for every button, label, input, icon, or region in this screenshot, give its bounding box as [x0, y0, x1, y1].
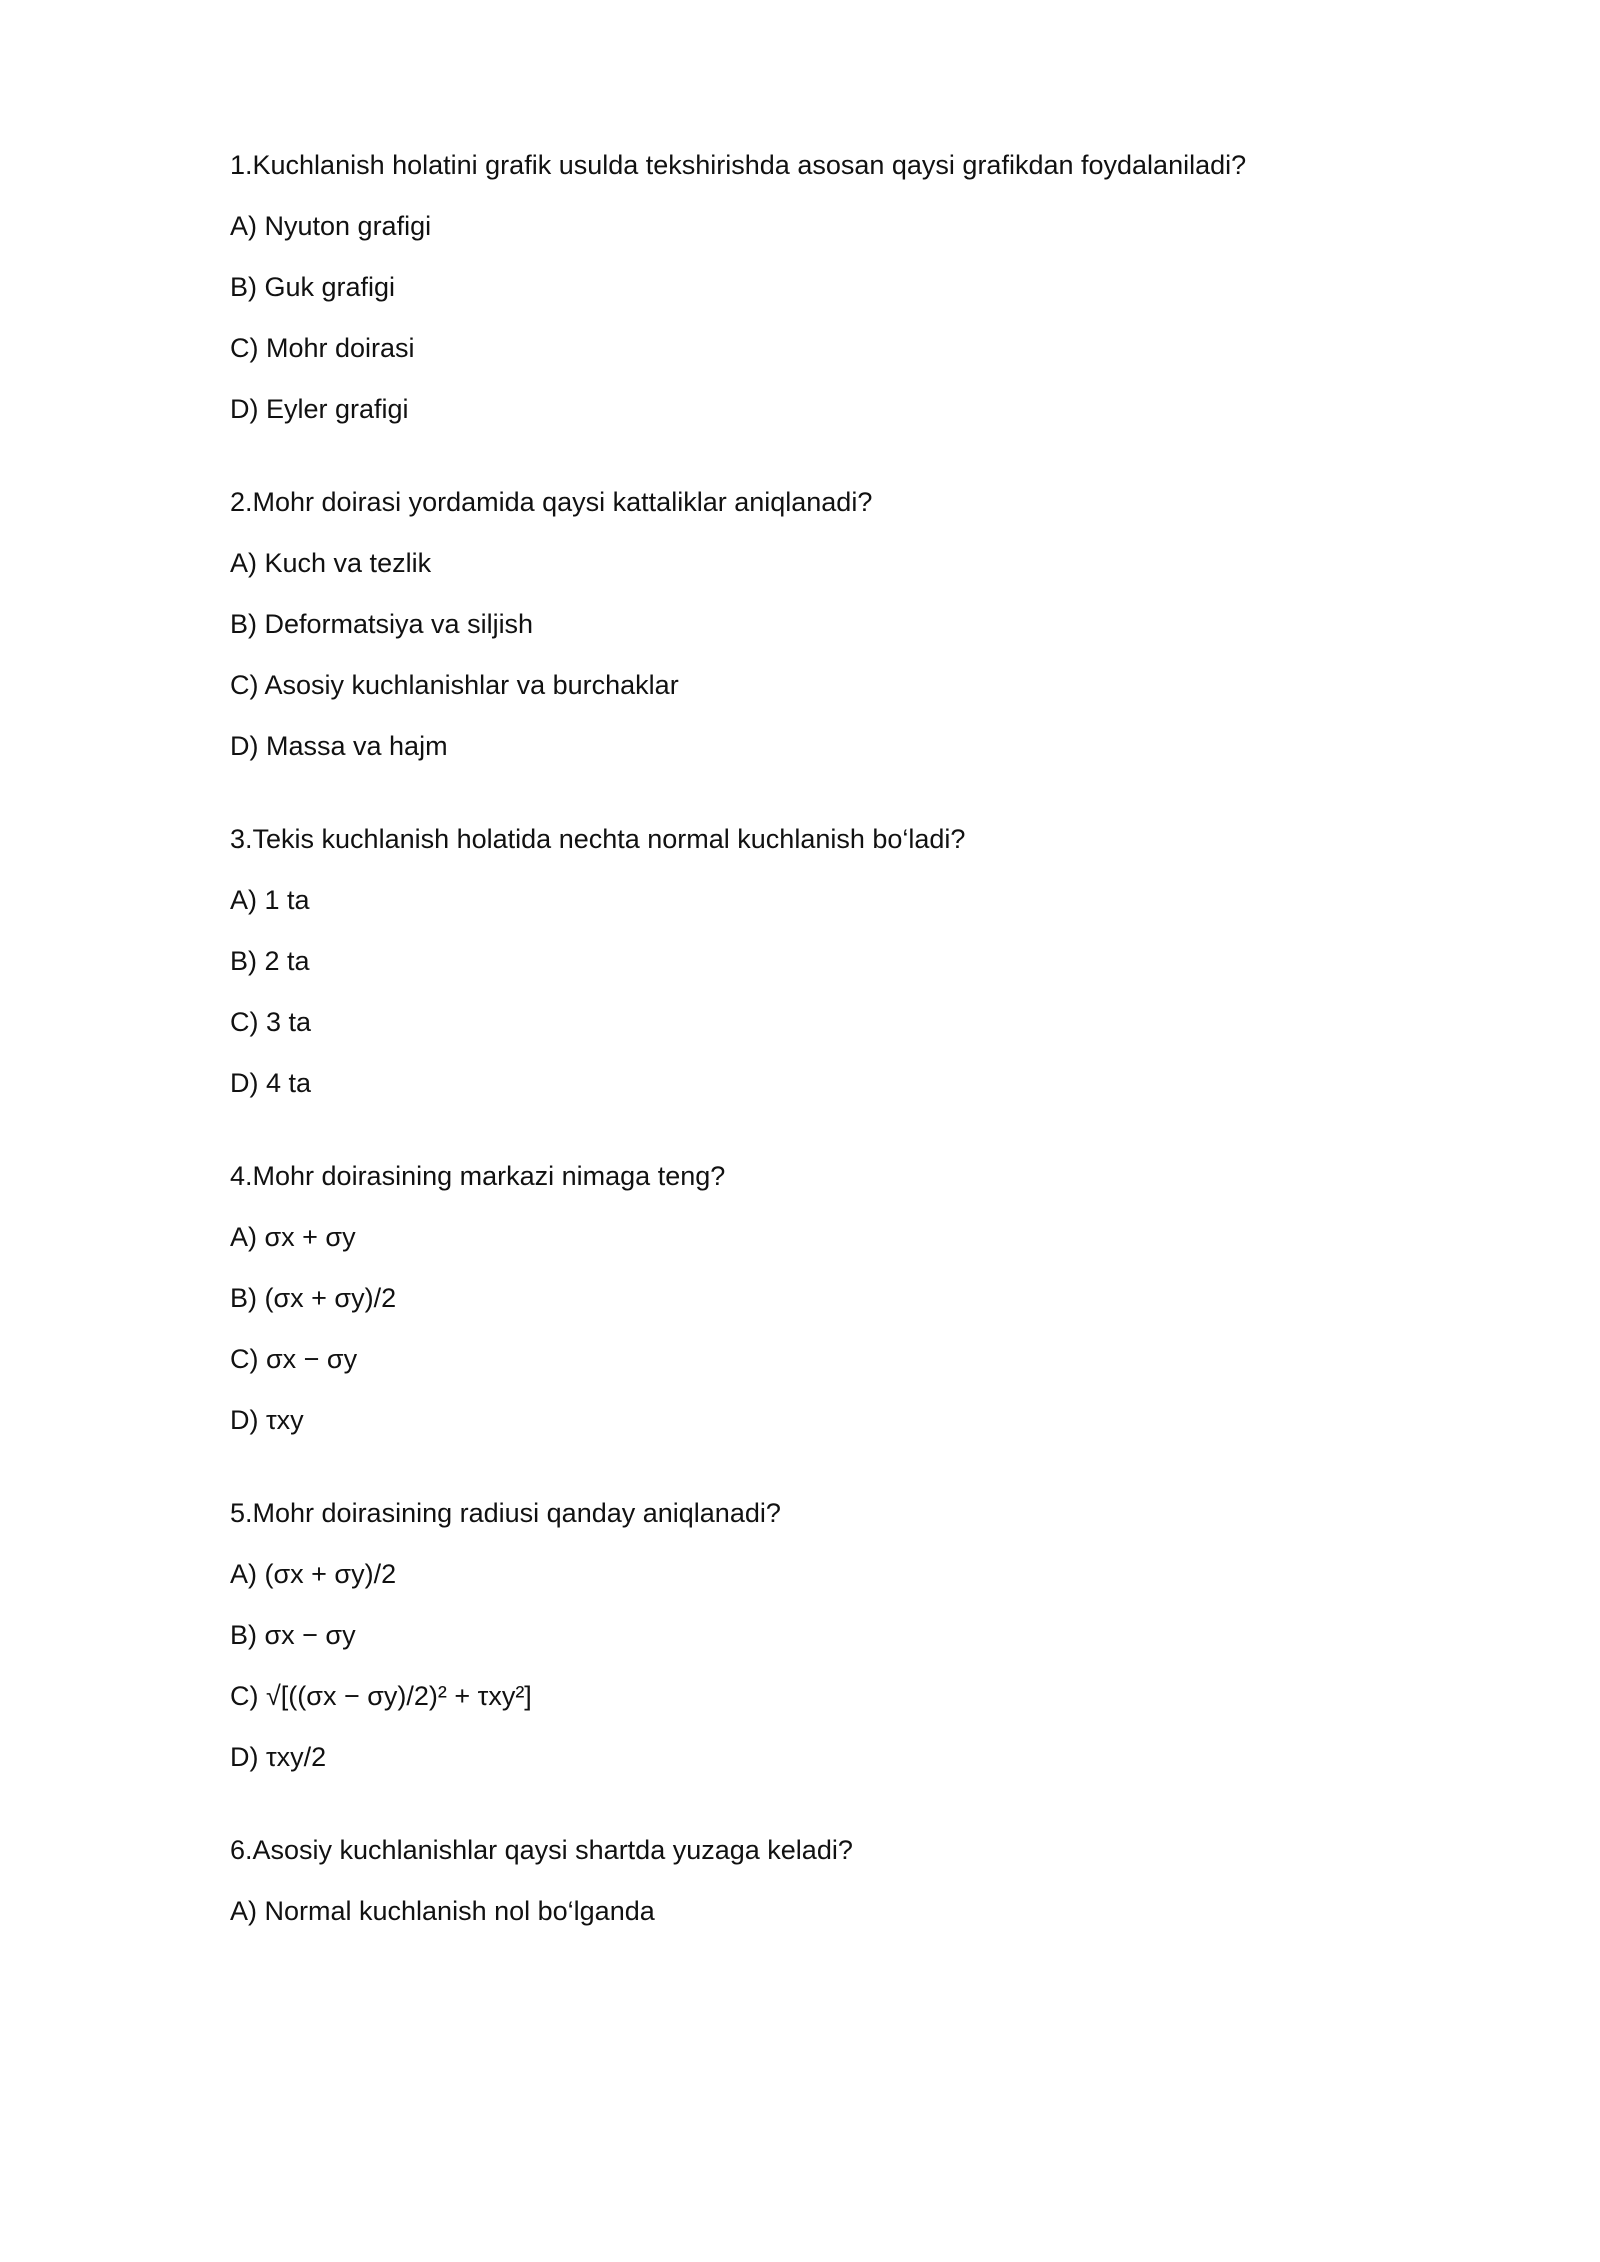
answer-option-a: A) Normal kuchlanish nol bo‘lganda [230, 1896, 655, 1926]
question-text: 4.Mohr doirasining markazi nimaga teng? [230, 1161, 726, 1191]
answer-option-a: A) 1 ta [230, 885, 310, 915]
answer-option-c: C) σx − σy [230, 1344, 358, 1374]
answer-option-b: B) Deformatsiya va siljish [230, 609, 534, 639]
document-content [230, 148, 1430, 1987]
question-text: 1.Kuchlanish holatini grafik usulda tekshirishda asosan qaysi grafikdan foydalaniladi? [230, 150, 1247, 180]
answer-option-d: D) Massa va hajm [230, 731, 448, 761]
answer-option-b: B) 2 ta [230, 946, 310, 976]
answer-option-a: A) Nyuton grafigi [230, 211, 432, 241]
question-2 [230, 485, 1430, 763]
answer-option-d: D) 4 ta [230, 1068, 312, 1098]
question-1 [230, 148, 1430, 426]
answer-option-c: C) Mohr doirasi [230, 333, 415, 363]
answer-option-d: D) Eyler grafigi [230, 394, 409, 424]
question-5 [230, 1496, 1430, 1774]
answer-option-d: D) τxy [230, 1405, 304, 1435]
answer-option-b: B) Guk grafigi [230, 272, 396, 302]
answer-option-c: C) 3 ta [230, 1007, 312, 1037]
question-4 [230, 1159, 1430, 1437]
answer-option-a: A) σx + σy [230, 1222, 356, 1252]
question-text: 5.Mohr doirasining radiusi qanday aniqlanadi? [230, 1498, 781, 1528]
question-3 [230, 822, 1430, 1100]
answer-option-b: B) (σx + σy)/2 [230, 1283, 397, 1313]
question-text: 2.Mohr doirasi yordamida qaysi kattaliklar aniqlanadi? [230, 487, 873, 517]
question-text: 6.Asosiy kuchlanishlar qaysi shartda yuzaga keladi? [230, 1835, 853, 1865]
question-6 [230, 1833, 1430, 1928]
answer-option-c: C) √[((σx − σy)/2)² + τxy²] [230, 1681, 532, 1711]
question-text: 3.Tekis kuchlanish holatida nechta normal kuchlanish bo‘ladi? [230, 824, 966, 854]
answer-option-b: B) σx − σy [230, 1620, 356, 1650]
answer-option-d: D) τxy/2 [230, 1742, 327, 1772]
answer-option-a: A) (σx + σy)/2 [230, 1559, 397, 1589]
answer-option-c: C) Asosiy kuchlanishlar va burchaklar [230, 670, 679, 700]
answer-option-a: A) Kuch va tezlik [230, 548, 432, 578]
